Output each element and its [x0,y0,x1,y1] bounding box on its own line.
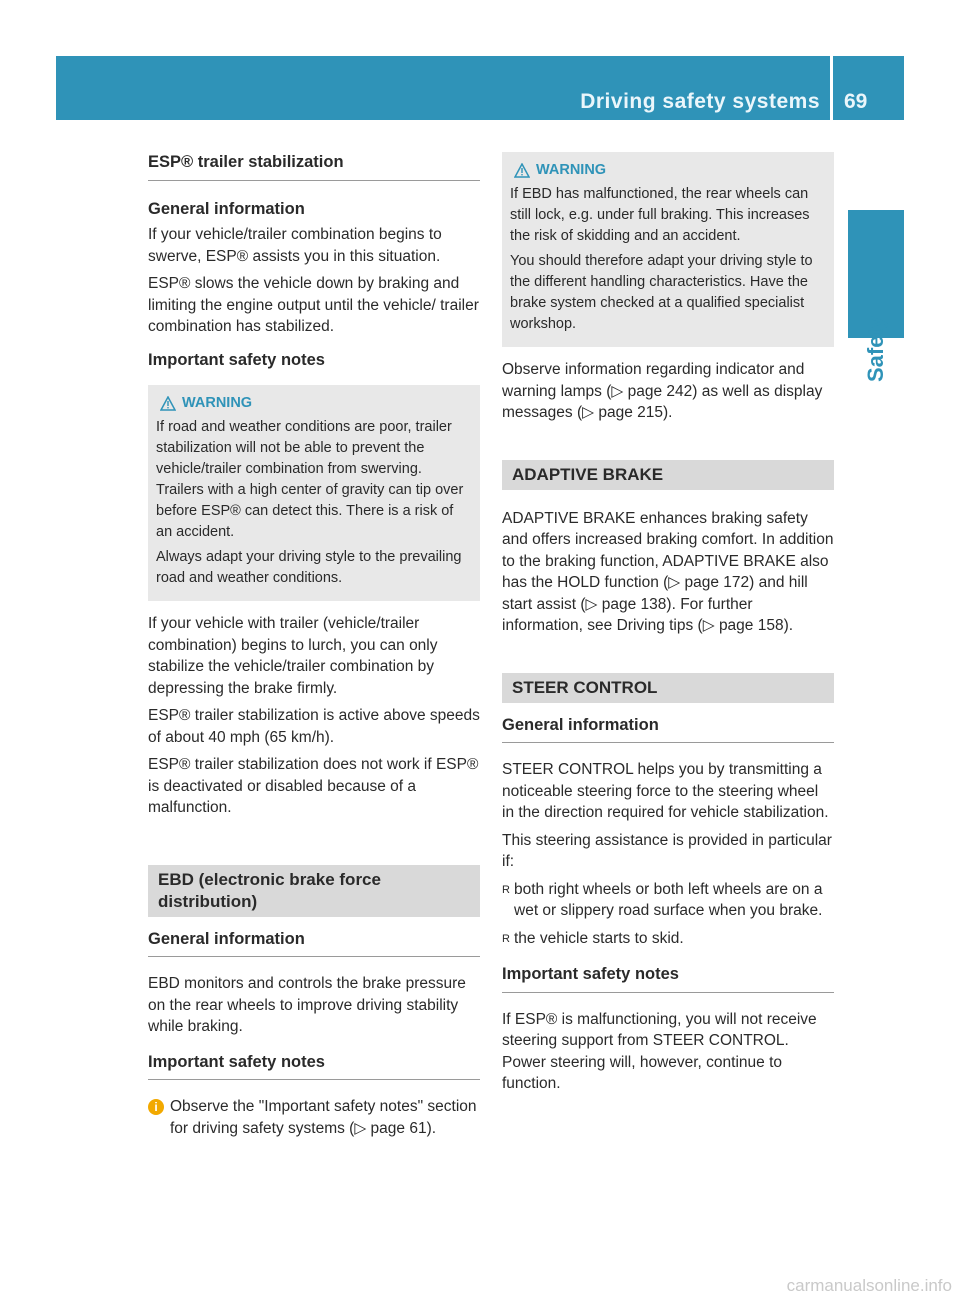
ebd-general-heading: General information [148,929,480,958]
warning-label: WARNING [536,162,607,178]
ebd-title: EBD (electronic brake force distribution) [148,865,480,917]
watermark: carmanualsonline.info [786,1276,952,1295]
esp-trailer-title: ESP® trailer stabilization [148,152,480,181]
esp-lurch-paragraph: If your vehicle with trailer (vehicle/trailer combination) begins to lurch, you can only stabilize the vehicle/trailer combination by depressing the brake firmly. [148,615,438,697]
bullet-text: both right wheels or both left wheels are on a wet or slippery road surface when you brake. [514,880,823,919]
warning-text-p1: If road and weather conditions are poor, trailer stabilization will not be able to prevent the vehicle/trailer combination from swerving. Trailers with a high center of gravity can tip over before ESP® can detect this. There is a risk of an accident. [156,419,464,540]
esp-speed-paragraph: ESP® trailer stabilization is active above speeds of about 40 mph (65 km/h). [148,707,480,746]
info-icon: i [148,1099,164,1115]
esp-warning-box [148,385,480,601]
indicator-lamps-paragraph: Observe information regarding indicator and warning lamps (▷ page 242) as well as display messages (▷ page 215). [502,361,823,421]
esp-general-p1: If your vehicle/trailer combination begins to swerve, ESP® assists you in this situation. [148,226,442,265]
steer-paragraph-1: STEER CONTROL helps you by transmitting a noticeable steering force to the steering wheel in the direction required for vehicle stabilization. [502,761,829,821]
header-separator [830,56,833,120]
steer-control-title: STEER CONTROL [502,673,834,703]
running-header-title: Driving safety systems [580,90,820,113]
bullet-mark: R [502,883,510,896]
adaptive-brake-paragraph: ADAPTIVE BRAKE enhances braking safety and offers increased braking comfort. In addition to the braking function, ADAPTIVE BRAKE also has the HOLD function (▷ page 172) and hill start assist (▷ page 138). For further information, see Driving tips (▷ page 158). [502,509,834,634]
warning-triangle-icon [160,396,176,411]
page-number: 69 [844,90,868,113]
steer-paragraph-3: If ESP® is malfunctioning, you will not receive steering support from STEER CONTROL. Power steering will, however, continue to function. [502,1010,817,1092]
bullet-item [502,928,834,951]
esp-general-heading: General information [148,199,305,218]
esp-deactivated-paragraph: ESP® trailer stabilization does not work if ESP® is deactivated or disabled because of a malfunction. [148,756,479,816]
ebd-info-text: Observe the "Important safety notes" section for driving safety systems (▷ page 61). [170,1098,477,1137]
section-tab-text: Safety [863,315,888,383]
warning-text-p2: You should therefore adapt your driving style to the different handling characteristics. Have the brake system checked at a qualified specialist workshop. [510,253,813,332]
warning-triangle-icon [514,163,530,178]
esp-general-p2: ESP® slows the vehicle down by braking and limiting the engine output until the vehicle/ trailer combination has stabilized. [148,275,479,335]
header-bar [56,56,904,120]
steer-general-heading: General information [502,715,834,744]
warning-header [510,160,826,181]
bullet-text: the vehicle starts to skid. [514,929,684,947]
ebd-paragraph: EBD monitors and controls the brake pressure on the rear wheels to improve driving stability while braking. [148,975,466,1035]
bullet-mark: R [502,932,510,945]
bullet-item [502,879,834,922]
warning-text-p2: Always adapt your driving style to the prevailing road and weather conditions. [156,549,462,586]
esp-safety-heading: Important safety notes [148,350,325,369]
ebd-info-note [148,1096,480,1139]
warning-header [156,393,472,414]
right-column [502,152,834,1101]
steer-paragraph-2: This steering assistance is provided in particular if: [502,831,832,870]
ebd-warning-box [502,152,834,347]
adaptive-brake-title: ADAPTIVE BRAKE [502,460,834,490]
warning-text-p1: If EBD has malfunctioned, the rear wheels can still lock, e.g. under full braking. This increases the risk of skidding and an accident. [510,186,810,244]
steer-safety-heading: Important safety notes [502,964,834,993]
warning-label: WARNING [182,395,253,411]
ebd-safety-heading: Important safety notes [148,1052,480,1081]
left-column [148,152,480,1139]
